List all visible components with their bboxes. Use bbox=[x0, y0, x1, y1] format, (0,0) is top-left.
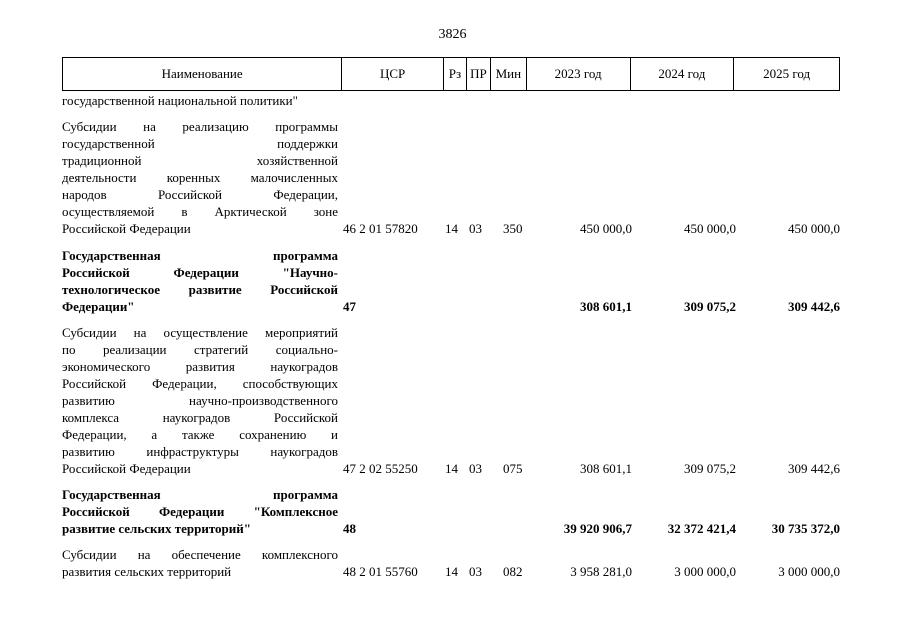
row-name-line: Субсидии на обеспечение комплексного bbox=[62, 547, 338, 562]
row-min: 350 bbox=[503, 221, 523, 236]
header-csr: ЦСР bbox=[342, 58, 444, 90]
row-rz: 14 bbox=[445, 221, 458, 236]
row-name-line: народов Российской Федерации, bbox=[62, 187, 338, 202]
row-name-line: комплекса наукоградов Российской bbox=[62, 410, 338, 425]
row-rz: 14 bbox=[445, 564, 458, 579]
row-name-line: Государственная программа bbox=[62, 248, 338, 263]
row-name-line: Российской Федерации "Научно- bbox=[62, 265, 338, 280]
row-name-line: Российской Федерации "Комплексное bbox=[62, 504, 338, 519]
table-header bbox=[62, 57, 840, 91]
row-2025: 309 442,6 bbox=[788, 461, 840, 476]
header-min: Мин bbox=[491, 58, 527, 90]
row-name-line: экономического развития наукоградов bbox=[62, 359, 338, 374]
row-csr: 48 2 01 55760 bbox=[343, 564, 418, 579]
header-2024: 2024 год bbox=[631, 58, 735, 90]
row-csr: 47 2 02 55250 bbox=[343, 461, 418, 476]
row-name-line: развитию инфраструктуры наукоградов bbox=[62, 444, 338, 459]
row-name-line: Субсидии на осуществление мероприятий bbox=[62, 325, 338, 340]
row-2024: 309 075,2 bbox=[684, 461, 736, 476]
row-2025: 309 442,6 bbox=[788, 299, 840, 314]
row-2024: 32 372 421,4 bbox=[667, 521, 736, 536]
header-2025: 2025 год bbox=[763, 66, 811, 81]
row-pr: 03 bbox=[469, 221, 482, 236]
row-name-line: Государственная программа bbox=[62, 487, 338, 502]
row-min: 082 bbox=[503, 564, 523, 579]
row-name-line: Федерации, а также сохранению и bbox=[62, 427, 338, 442]
header-pr: ПР bbox=[467, 58, 491, 90]
row-csr: 48 bbox=[343, 521, 356, 536]
row-name-line: Федерации" bbox=[62, 299, 135, 314]
row-pr: 03 bbox=[469, 461, 482, 476]
row-csr: 46 2 01 57820 bbox=[343, 221, 418, 236]
row-2025: 3 000 000,0 bbox=[778, 564, 840, 579]
row-name-line: Российской Федерации, способствующих bbox=[62, 376, 338, 391]
row-pr: 03 bbox=[469, 564, 482, 579]
row-2024: 309 075,2 bbox=[684, 299, 736, 314]
row-2023: 308 601,1 bbox=[580, 461, 632, 476]
row-2023: 3 958 281,0 bbox=[570, 564, 632, 579]
row-name-line: Российской Федерации bbox=[62, 461, 191, 476]
row-2025: 450 000,0 bbox=[788, 221, 840, 236]
row-name-line: по реализации стратегий социально- bbox=[62, 342, 338, 357]
row-2024: 3 000 000,0 bbox=[674, 564, 736, 579]
row-name-line: технологическое развитие Российской bbox=[62, 282, 338, 297]
row-2024: 450 000,0 bbox=[684, 221, 736, 236]
row-name-line: традиционной хозяйственной bbox=[62, 153, 338, 168]
row-min: 075 bbox=[503, 461, 523, 476]
row-2025: 30 735 372,0 bbox=[771, 521, 840, 536]
row-name-line: осуществляемой в Арктической зоне bbox=[62, 204, 338, 219]
row-name-line: развитию научно-производственного bbox=[62, 393, 338, 408]
page-number: 3826 bbox=[438, 27, 467, 42]
row-name-line: государственной поддержки bbox=[62, 136, 338, 151]
row-name-line: деятельности коренных малочисленных bbox=[62, 170, 338, 185]
row-name-line: Российской Федерации bbox=[62, 221, 191, 236]
row-rz: 14 bbox=[445, 461, 458, 476]
row-2023: 450 000,0 bbox=[580, 221, 632, 236]
row-2023: 39 920 906,7 bbox=[563, 521, 632, 536]
header-2023: 2023 год bbox=[527, 58, 631, 90]
row-name-line: развитие сельских территорий" bbox=[62, 521, 251, 536]
row-csr: 47 bbox=[343, 299, 356, 314]
row-2023: 308 601,1 bbox=[580, 299, 632, 314]
continuation-line: государственной национальной политики" bbox=[62, 93, 298, 108]
row-name-line: Субсидии на реализацию программы bbox=[62, 119, 338, 134]
header-name: Наименование bbox=[63, 58, 342, 90]
header-rz: Рз bbox=[444, 58, 467, 90]
row-name-line: развития сельских территорий bbox=[62, 564, 232, 579]
